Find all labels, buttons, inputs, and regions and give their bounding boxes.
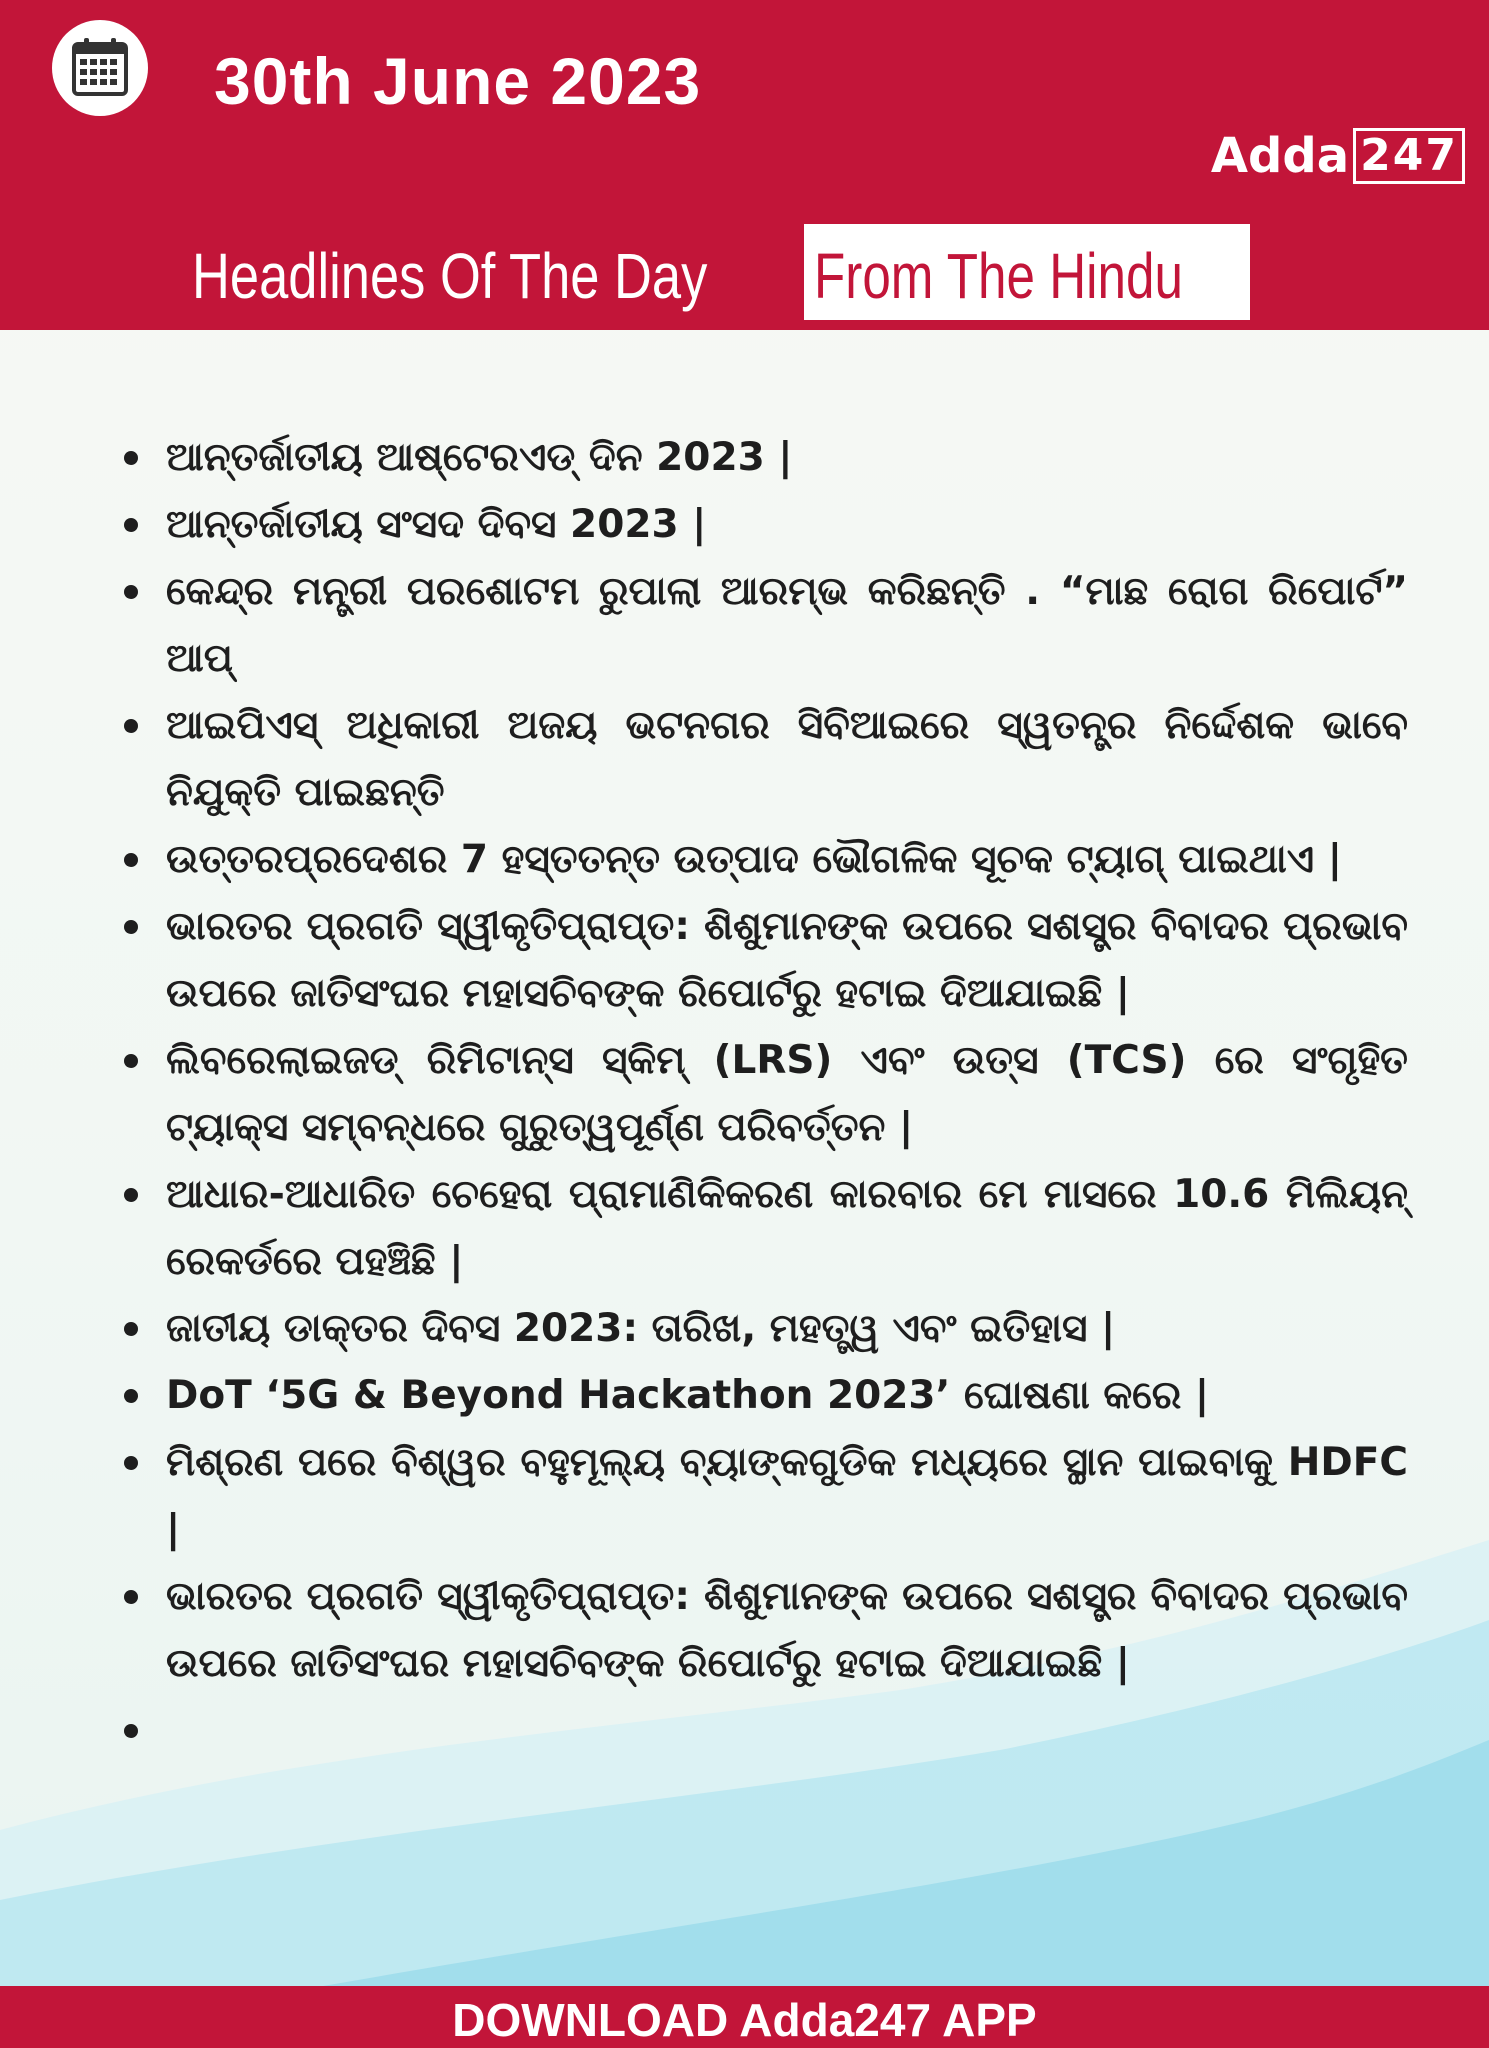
- list-item: ଉତ୍ତରପ୍ରଦେଶର 7 ହସ୍ତତନ୍ତ ଉତ୍ପାଦ ଭୌଗଳିକ ସୂଚକ ଟ୍ୟାଗ୍ ପାଇଥାଏ |: [118, 826, 1408, 893]
- list-item: ଲିବରେଲାଇଜଡ୍ ରିମିଟାନ୍ସ ସ୍କିମ୍ (LRS) ଏବଂ ଉତ୍ସ (TCS) ରେ ସଂଗୃହିତ ଟ୍ୟାକ୍ସ ସମ୍ବନ୍ଧରେ ଗୁରୁତ୍ୱପୂର୍ଣ୍ଣ ପରିବର୍ତ୍ତନ |: [118, 1027, 1408, 1161]
- list-item: ମିଶ୍ରଣ ପରେ ବିଶ୍ୱର ବହୁମୂଲ୍ୟ ବ୍ୟାଙ୍କଗୁଡିକ ମଧ୍ୟରେ ସ୍ଥାନ ପାଇବାକୁ HDFC |: [118, 1429, 1408, 1563]
- calendar-icon: [70, 36, 130, 98]
- footer-banner[interactable]: [0, 1986, 1489, 2048]
- list-item: ଆନ୍ତର୍ଜାତୀୟ ସଂସଦ ଦିବସ 2023 |: [118, 491, 1408, 558]
- headlines-heading: Headlines Of The Day: [192, 240, 708, 312]
- list-item: ଭାରତର ପ୍ରଗତି ସ୍ୱୀକୃତିପ୍ରାପ୍ତ: ଶିଶୁମାନଙ୍କ ଉପରେ ସଶସ୍ତ୍ର ବିବାଦର ପ୍ରଭାବ ଉପରେ ଜାତିସଂଘର ମହାସଚିବଙ୍କ ରିପୋର୍ଟରୁ ହଟାଇ ଦିଆଯାଇଛି |: [118, 893, 1408, 1027]
- source-heading: From The Hindu: [814, 240, 1183, 312]
- header-banner: [0, 0, 1489, 330]
- date-title: 30th June 2023: [214, 44, 702, 118]
- list-item-empty: [118, 1697, 1408, 1764]
- headlines-list: [118, 424, 1408, 1764]
- list-item: କେନ୍ଦ୍ର ମନ୍ତ୍ରୀ ପରଶୋଟମ ରୁପାଲା ଆରମ୍ଭ କରିଛନ୍ତି . “ମାଛ ରୋଗ ରିପୋର୍ଟ” ଆପ୍: [118, 558, 1408, 692]
- list-item: ଆଧାର-ଆଧାରିତ ଚେହେରା ପ୍ରାମାଣିକିକରଣ କାରବାର ମେ ମାସରେ 10.6 ମିଲିୟନ୍ ରେକର୍ଡରେ ପହଞ୍ଚିଛି |: [118, 1161, 1408, 1295]
- list-item: ଭାରତର ପ୍ରଗତି ସ୍ୱୀକୃତିପ୍ରାପ୍ତ: ଶିଶୁମାନଙ୍କ ଉପରେ ସଶସ୍ତ୍ର ବିବାଦର ପ୍ରଭାବ ଉପରେ ଜାତିସଂଘର ମହାସଚିବଙ୍କ ରିପୋର୍ଟରୁ ହଟାଇ ଦିଆଯାଇଛି |: [118, 1563, 1408, 1697]
- logo-text: Adda: [1210, 128, 1350, 184]
- list-item: ଆଇପିଏସ୍ ଅଧିକାରୀ ଅଜୟ ଭଟନଗର ସିବିଆଇରେ ସ୍ୱତନ୍ତ୍ର ନିର୍ଦ୍ଦେଶକ ଭାବେ ନିଯୁକ୍ତି ପାଇଛନ୍ତି: [118, 692, 1408, 826]
- download-app-link[interactable]: DOWNLOAD Adda247 APP: [452, 1994, 1037, 2046]
- calendar-badge: [52, 20, 148, 116]
- list-item: ଆନ୍ତର୍ଜାତୀୟ ଆଷ୍ଟେରଏଡ୍ ଦିନ 2023 |: [118, 424, 1408, 491]
- adda247-logo: [1211, 126, 1465, 186]
- list-item: ଜାତୀୟ ଡାକ୍ତର ଦିବସ 2023: ତାରିଖ, ମହତ୍ତ୍ୱ ଏବଂ ଇତିହାସ |: [118, 1295, 1408, 1362]
- logo-number: 247: [1353, 128, 1465, 184]
- list-item: DoT ‘5G & Beyond Hackathon 2023’ ଘୋଷଣା କରେ |: [118, 1362, 1408, 1429]
